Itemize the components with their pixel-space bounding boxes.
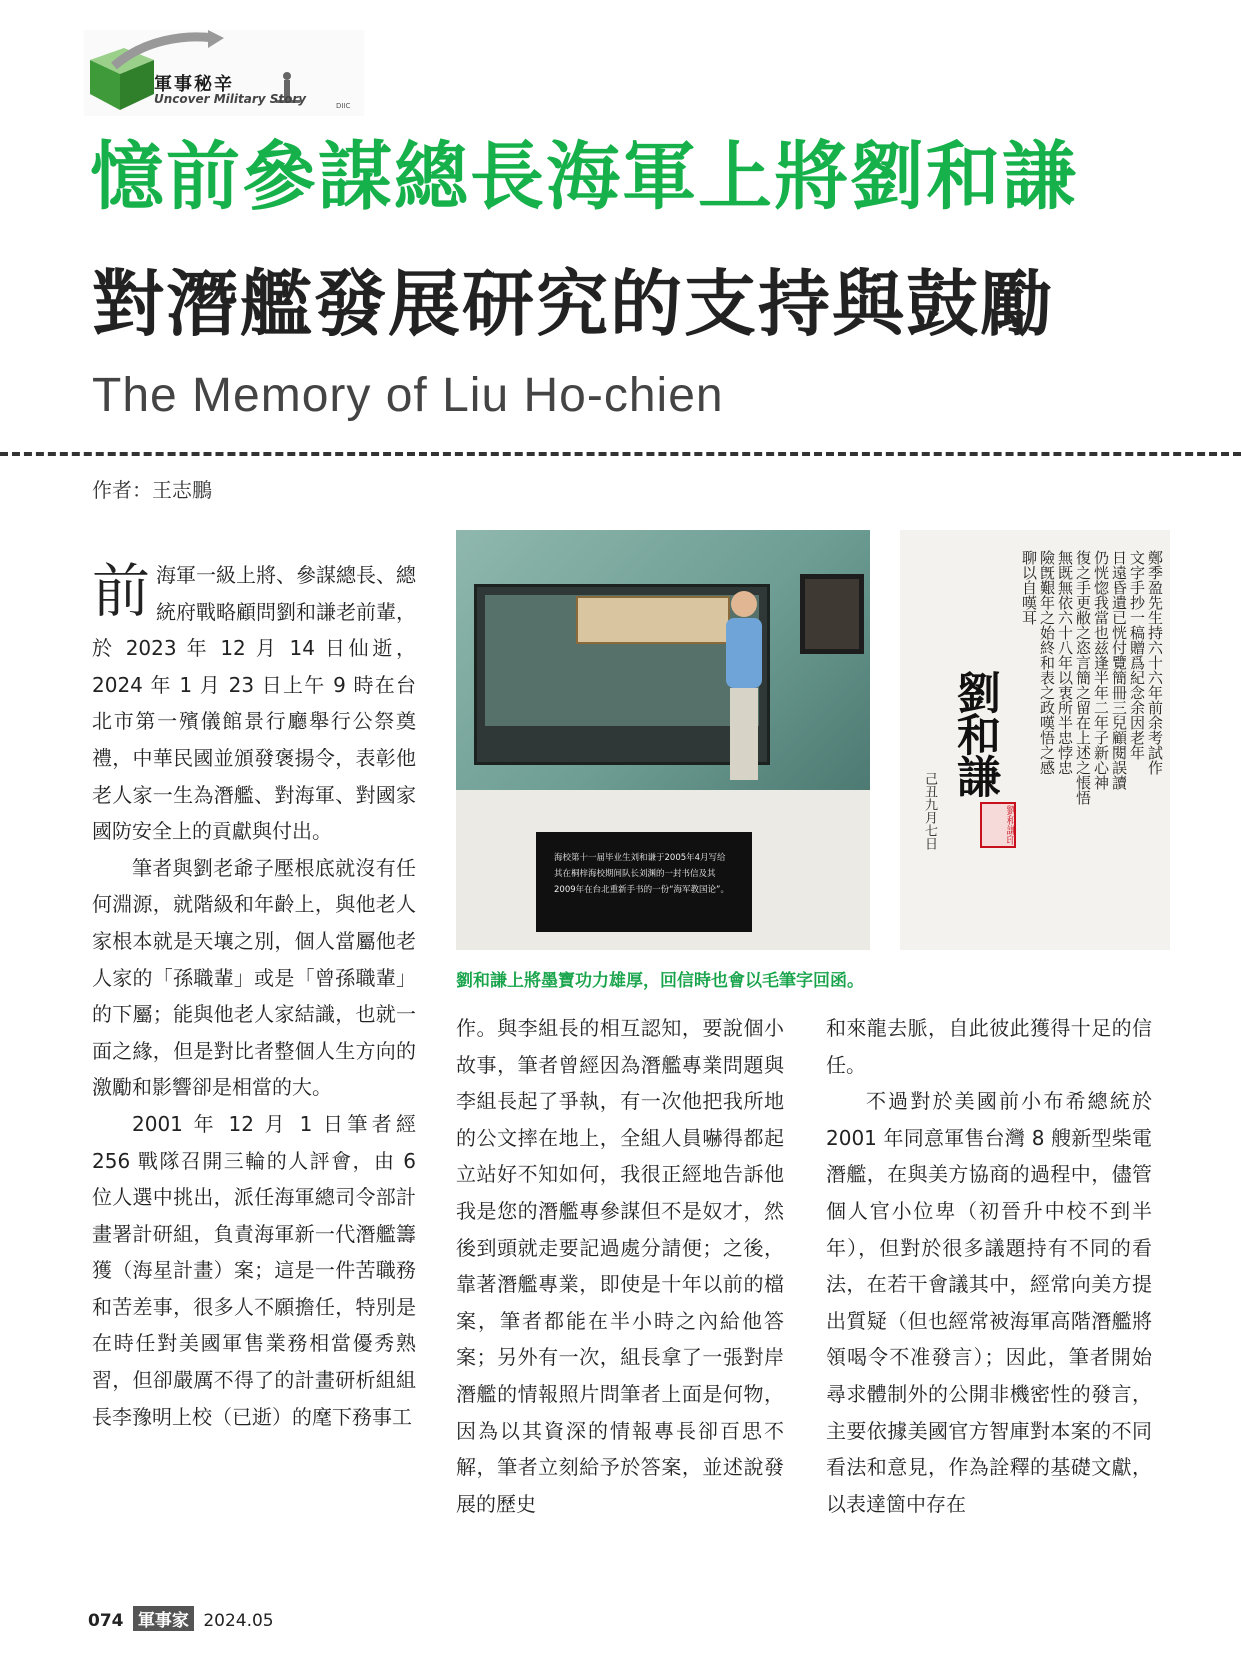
letter-column: 仍恍惚我當也兹逢半年二年子新心神 [1092, 550, 1110, 790]
section-subtitle: Uncover Military Story [154, 92, 307, 106]
exhibit-plaque [536, 832, 752, 932]
letter-column: 文字手抄一稿贈爲紀念余因老年 [1128, 550, 1146, 760]
paragraph: 筆者與劉老爺子壓根底就沒有任何淵源，就階級和年齡上，與他老人家根本就是天壤之別，個人當屬他老人家的「孫職輩」或是「曾孫職輩」的下屬；能與他老人家結識，也就一面之緣，但是對比者整個人生方向的激勵和影響卻是相當的大。 [92, 855, 416, 1100]
text-column-2 [456, 1010, 784, 1522]
paragraph: 和來龍去脈，自此彼此獲得十足的信任。 [826, 1016, 1152, 1077]
article-title-line1: 憶前參謀總長海軍上將劉和謙 [90, 134, 1078, 220]
paragraph: 作。與李組長的相互認知，要說個小故事，筆者曾經因為潛艦專業問題與李組長起了爭執，有一次他把我所地的公文摔在地上，全組人員嚇得都起立站好不知如何，我很正經地告訴他我是您的潛艦專參謀但不是奴才，然後到頭就走要記過處分請便；之後，靠著潛艦專業，即使是十年以前的檔案，筆者都能在半小時之內給他答案；另外有一次，組長拿了一張對岸潛艦的情報照片問筆者上面是何物，因為以其資深的情報專長卻百思不解，筆者立刻給予於答案，並述說發展的歷史 [456, 1016, 784, 1516]
letter-column: 無既無依六十八年以衷所半忠悖忠 [1056, 550, 1074, 775]
page-footer [88, 1606, 274, 1631]
museum-display-photo [456, 530, 870, 790]
letter-column: 鄭季盈先生持六十六年前余考試作 [1146, 550, 1164, 775]
letter-column: 復之手更敝之恣言簡之留在上述之悵悟 [1074, 550, 1092, 805]
article-title-english: The Memory of Liu Ho-chien [92, 369, 724, 422]
red-seal-stamp: 劉和謙印 [980, 802, 1016, 848]
framed-portrait [800, 574, 864, 654]
title-divider [0, 452, 1241, 456]
author-byline: 作者：王志鵬 [92, 478, 212, 502]
page-number: 074 [88, 1611, 124, 1631]
calligraphy-letter [900, 530, 1170, 950]
magazine-name: 軍事家 [133, 1606, 194, 1631]
drop-cap: 前 [92, 557, 151, 625]
paragraph: 海軍一級上將、參謀總長、總統府戰略顧問劉和謙老前輩，於 2023 年 12 月 14 日仙逝，2024 年 1 月 23 日上午 9 時在台北市第一殯儀館景行廳舉行公祭奠禮，中華民國並頒發褒揚令，表彰他老人家一生為潛艦、對海軍、對國家國防安全上的貢獻與付出。 [92, 563, 417, 844]
section-title: 軍事秘辛 [154, 74, 234, 95]
text-column-1 [92, 557, 416, 1435]
article-title-line2: 對潛艦發展研究的支持與鼓勵 [92, 262, 1055, 346]
publisher-badge: DIIC [336, 102, 351, 110]
letter-date: 己丑九月七日 [922, 772, 937, 850]
issue-date: 2024.05 [203, 1611, 274, 1631]
framed-letter [576, 596, 730, 644]
letter-signature: 劉和謙 [949, 670, 1000, 796]
letter-text [1021, 550, 1162, 820]
section-logo [84, 30, 364, 116]
standing-man-figure [718, 584, 770, 784]
figure-caption: 劉和謙上將墨寶功力雄厚，回信時也會以毛筆字回函。 [456, 971, 864, 991]
paragraph: 2001 年 12 月 1 日筆者經 256 戰隊召開三輪的人評會，由 6 位人選中挑出，派任海軍總司令部計畫署計研組，負責海軍新一代潛艦籌獲（海星計畫）案；這是一件苦職務和苦差事，很多人不願擔任，特別是在時任對美國軍售業務相當優秀熟習，但卻嚴厲不得了的計畫研析組組長李豫明上校（已逝）的麾下務事工 [92, 1111, 416, 1429]
letter-column: 日遠昏遺已恍付覽簡冊三兒顧閱誤讀 [1110, 550, 1128, 790]
text-column-3 [826, 1010, 1152, 1522]
paragraph: 不過對於美國前小布希總統於 2001 年同意軍售台灣 8 艘新型柴電潛艦，在與美方協商的過程中，儘管個人官小位卑（初晉升中校不到半年），但對於很多議題持有不同的看法，在若干會議其中，經常向美方提出質疑（但也經常被海軍高階潛艦將領喝令不准發言）；因此，筆者開始尋求體制外的公開非機密性的發言，主要依據美國官方智庫對本案的不同看法和意見，作為詮釋的基礎文獻，以表達箇中存在 [826, 1089, 1152, 1516]
letter-column: 險旣艱年之始終和表之政嘆悟之感 [1038, 550, 1056, 775]
letter-column: 聊以自嘆耳 [1020, 550, 1038, 625]
plaque-text: 海校第十一届毕业生刘和谦于2005年4月写给其在桐梓海校期间队长刘渊的一封书信及其2009年在台北重新手书的一份“海军教国论”。 [554, 853, 729, 895]
